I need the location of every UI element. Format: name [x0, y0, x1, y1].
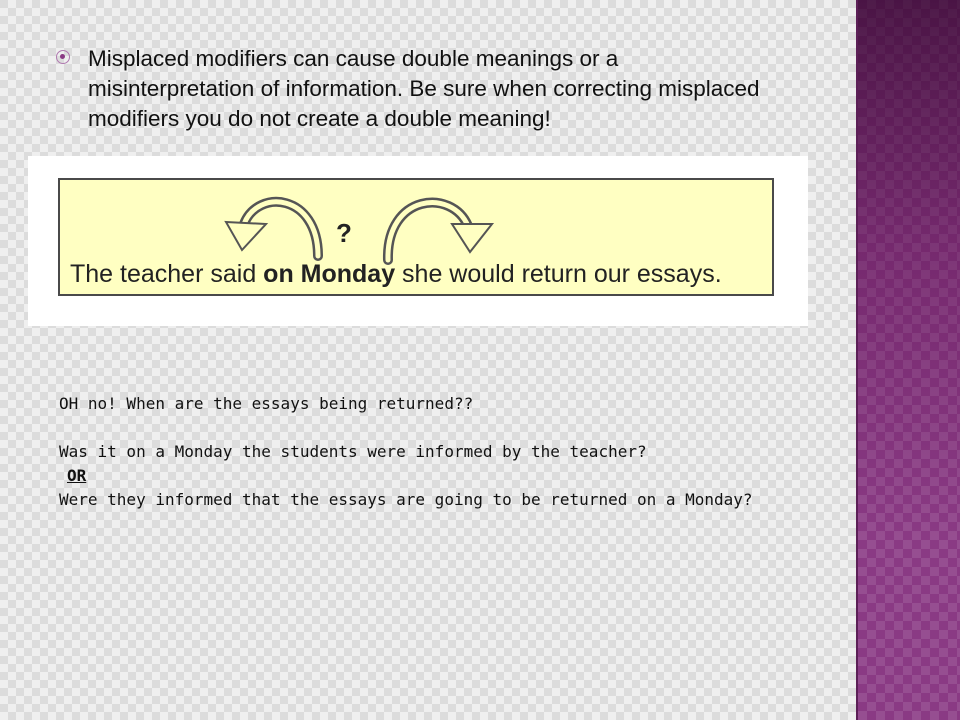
sentence-before: The teacher said [70, 260, 264, 288]
or-label: OR [67, 466, 87, 485]
example-figure [28, 156, 808, 326]
explanation-text [59, 392, 819, 512]
bullet-point [56, 44, 776, 134]
question-line: OH no! When are the essays being returned?? [59, 394, 474, 413]
bullet-circle-icon [56, 50, 70, 64]
example-sentence [70, 260, 722, 289]
interpretation-one: Was it on a Monday the students were informed by the teacher? [59, 442, 647, 461]
left-arrowhead [226, 222, 266, 250]
example-figure-box [58, 178, 774, 296]
right-arrowhead [452, 224, 492, 252]
decorative-side-panel [856, 0, 960, 720]
sentence-after: she would return our essays. [395, 260, 722, 288]
question-mark: ? [336, 218, 352, 248]
bullet-text: Misplaced modifiers can cause double meanings or a misinterpretation of information. Be sure when correcting misplaced modifiers you do not create a double meaning! [88, 46, 760, 131]
interpretation-two: Were they informed that the essays are going to be returned on a Monday? [59, 490, 753, 509]
sentence-bold-modifier: on Monday [263, 260, 396, 288]
